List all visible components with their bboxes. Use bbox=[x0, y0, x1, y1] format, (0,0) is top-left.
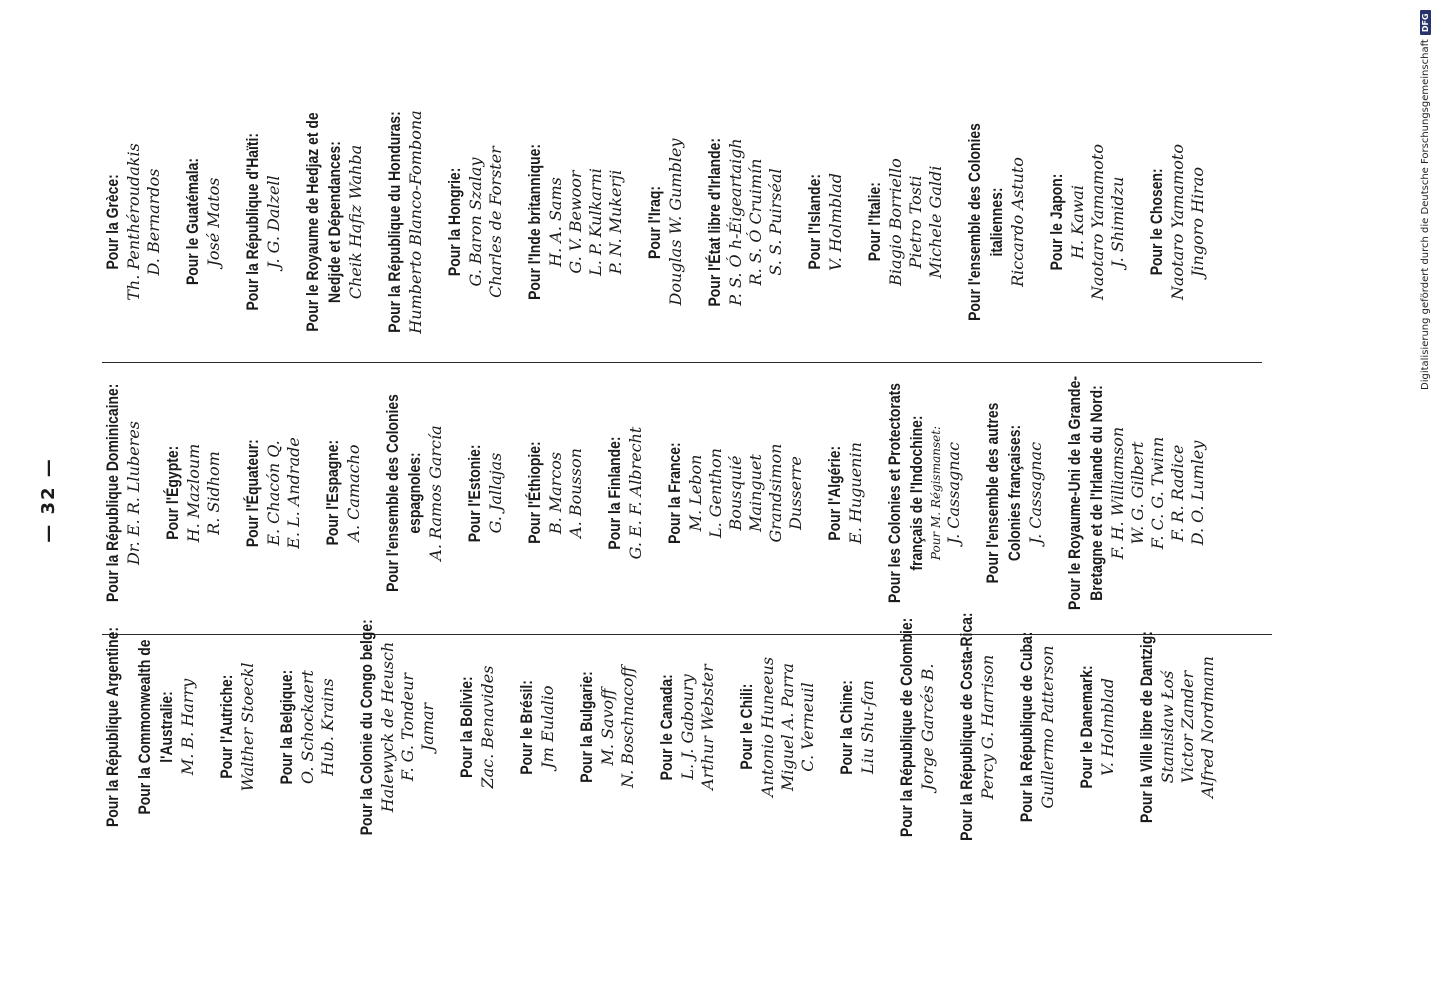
signatory-name: S. S. Puirséal bbox=[766, 168, 785, 276]
signatory-name: Mainguet bbox=[746, 454, 765, 532]
signatory-entry bbox=[322, 429, 364, 558]
signatory-name: G. Jallajas bbox=[486, 452, 505, 534]
signatory-name: Arthur Webster bbox=[698, 664, 717, 790]
signatory-name: Charles de Forster bbox=[486, 146, 505, 298]
signatory-name: J. Cassagnac bbox=[1026, 441, 1045, 545]
signatory-entry bbox=[884, 348, 964, 638]
country-heading: Pour l'Islande: bbox=[805, 174, 824, 270]
signatory-name: F. G. Tondeur bbox=[398, 672, 417, 782]
signatory-column-middle bbox=[102, 348, 1226, 638]
signatory-name: Percy G. Harrison bbox=[978, 654, 997, 800]
signatory-entry bbox=[964, 82, 1028, 362]
country-heading: Pour le Royaume-Uni de la Grande-Bretagne et de l'Irlande du Nord: bbox=[1065, 376, 1106, 610]
country-heading: Pour l'ensemble des Colonies espagnoles: bbox=[383, 394, 424, 592]
signatory-entry bbox=[1064, 348, 1208, 638]
signatory-name: Pietro Tosti bbox=[906, 175, 925, 269]
signatory-entry bbox=[824, 435, 866, 551]
signatory-entry bbox=[1136, 610, 1218, 844]
country-heading: Pour la République de Colombie: bbox=[897, 617, 916, 837]
country-heading: Pour l'Inde britannique: bbox=[525, 144, 544, 300]
country-heading: Pour l'ensemble des autres Colonies françaises: bbox=[983, 402, 1024, 584]
signatory-name: V. Holmblad bbox=[826, 173, 845, 271]
country-heading: Pour la Ville libre de Dantzig: bbox=[1137, 631, 1156, 823]
signatory-entry bbox=[1016, 611, 1058, 843]
country-heading: Pour la Commonwealth de l'Australie: bbox=[135, 639, 176, 815]
signatory-entry bbox=[1146, 144, 1208, 300]
signatory-name: N. Boschnacoff bbox=[618, 666, 637, 788]
country-heading: Pour l'Iraq: bbox=[645, 185, 664, 259]
signatory-name: M. Lebon bbox=[686, 454, 705, 532]
signatory-entry bbox=[456, 665, 498, 789]
signatory-entry bbox=[836, 669, 878, 784]
country-heading: Pour le Royaume de Hedjaz et de Nedjde et Dépendances: bbox=[303, 112, 344, 332]
signatory-entry bbox=[102, 605, 124, 849]
signatory-entry bbox=[576, 659, 638, 795]
country-heading: Pour la Bolivie: bbox=[457, 676, 476, 778]
signatory-name: R. S. Ó Cruimín bbox=[746, 158, 765, 286]
signatory-entry bbox=[704, 119, 786, 325]
country-heading: Pour le Brésil: bbox=[517, 679, 536, 775]
page-number: — 32 — bbox=[38, 457, 59, 543]
signatory-name: M. B. Harry bbox=[178, 678, 197, 776]
country-heading: Pour l'Éthiopie: bbox=[525, 441, 544, 545]
signatory-name: Dusserre bbox=[786, 456, 805, 530]
country-heading: Pour l'État libre d'Irlande: bbox=[705, 137, 724, 307]
signatory-name: F. H. Williamson bbox=[1108, 426, 1127, 560]
signatory-name: O. Schockaert bbox=[298, 670, 317, 784]
signatory-name: Biagio Borriello bbox=[886, 158, 905, 286]
country-heading: Pour la Finlande: bbox=[605, 436, 624, 550]
signatory-entry bbox=[604, 424, 646, 562]
signatory-name: J. Cassagnac bbox=[944, 441, 963, 545]
country-heading: Pour l'Équateur: bbox=[243, 439, 262, 547]
signatory-name: E. Huguenin bbox=[846, 442, 865, 544]
signatory-name: Alfred Nordmann bbox=[1198, 656, 1217, 798]
signatory-name: Dr. E. R. Lluberes bbox=[124, 420, 143, 566]
country-heading: Pour l'Autriche: bbox=[217, 675, 236, 780]
signatory-name: L. J. Gaboury bbox=[678, 674, 697, 780]
signatory-entry bbox=[982, 348, 1046, 638]
signatory-name: Humberto Blanco-Fombona bbox=[406, 110, 425, 334]
country-heading: Pour l'ensemble des Colonies italiennes: bbox=[965, 123, 1006, 321]
proxy-note: Pour M. Régismanset: bbox=[929, 425, 943, 561]
signatory-name: G. V. Bewoor bbox=[566, 170, 585, 274]
country-heading: Pour la République de Cuba: bbox=[1017, 631, 1036, 823]
signatory-name: Victor Zander bbox=[1178, 670, 1197, 784]
signatory-name: P. S. Ó h-Éigeartaigh bbox=[726, 138, 745, 306]
signatory-name: Bousquié bbox=[726, 455, 745, 531]
signatory-name: Jamar bbox=[418, 702, 437, 752]
signatory-entry bbox=[102, 360, 144, 626]
signatory-name: Hub. Krains bbox=[318, 678, 337, 776]
signatory-name: C. Verneuil bbox=[798, 682, 817, 772]
signatory-name: Riccardo Astuto bbox=[1008, 157, 1027, 287]
signatory-entry bbox=[864, 158, 946, 286]
signatory-name: D. O. Lumley bbox=[1188, 440, 1207, 546]
signatory-entry bbox=[1076, 652, 1118, 802]
signatory-entry bbox=[1046, 144, 1128, 300]
signatory-name: H. Mazloum bbox=[184, 443, 203, 543]
country-heading: Pour la République d'Haïti: bbox=[243, 133, 262, 311]
signatory-name: E. Chacón Q. bbox=[264, 440, 283, 546]
signatory-name: Jingoro Hirao bbox=[1188, 167, 1207, 277]
signatory-name: G. E. F. Albrecht bbox=[626, 426, 645, 560]
country-heading: Pour le Canada: bbox=[657, 673, 676, 781]
country-heading: Pour le Guatémala: bbox=[183, 158, 202, 286]
signatory-column-right bbox=[102, 82, 1226, 362]
signatory-entry bbox=[382, 348, 446, 638]
signatory-name: Cheik Hafiz Wahba bbox=[346, 144, 365, 300]
signatory-name: Naotaro Yamamoto bbox=[1088, 144, 1107, 300]
country-heading: Pour les Colonies et Protectorats français de l'Indochine: bbox=[885, 383, 926, 604]
country-heading: Pour la France: bbox=[665, 442, 684, 544]
signatory-entry bbox=[516, 669, 558, 784]
country-heading: Pour l'Italie: bbox=[865, 182, 884, 262]
signatory-name: A. Bousson bbox=[566, 448, 585, 538]
signatory-entry bbox=[524, 127, 626, 317]
signatory-name: J. G. Dalzell bbox=[264, 175, 283, 269]
country-heading: Pour la Chine: bbox=[837, 679, 856, 775]
signatory-entry bbox=[664, 431, 806, 555]
signatory-name: L. Genthon bbox=[706, 448, 725, 539]
country-heading: Pour la Belgique: bbox=[277, 669, 296, 785]
signatory-entry bbox=[242, 427, 304, 559]
signatory-name: Grandsimon bbox=[766, 443, 785, 543]
digitization-credit-text: Digitalisierung gefördert durch die Deutsche Forschungsgemeinschaft bbox=[1420, 39, 1431, 390]
signatory-name: Jorge Garcés B. bbox=[918, 663, 937, 791]
signatory-entry bbox=[444, 146, 506, 298]
country-heading: Pour l'Égypte: bbox=[163, 446, 182, 540]
country-heading: Pour la République du Honduras: bbox=[385, 111, 404, 333]
signatory-name: E. L. Andrade bbox=[284, 437, 303, 549]
signatory-entry bbox=[182, 145, 224, 300]
signatory-name: D. Bernardos bbox=[144, 168, 163, 276]
signatory-name: Michele Galdi bbox=[926, 165, 945, 279]
signatory-name: Walther Stoeckl bbox=[238, 662, 257, 792]
signatory-entry bbox=[656, 662, 718, 791]
signatory-name: Halewyck de Heusch bbox=[378, 641, 397, 813]
signatory-name: H. Kawai bbox=[1068, 185, 1087, 259]
dfg-logo: DFG bbox=[1420, 10, 1431, 35]
country-heading: Pour le Japon: bbox=[1047, 173, 1066, 271]
signatory-name: Naotaro Yamamoto bbox=[1168, 144, 1187, 300]
country-heading: Pour le Danemark: bbox=[1077, 665, 1096, 789]
country-heading: Pour l'Estonie: bbox=[465, 444, 484, 542]
signatory-name: Zac. Benavides bbox=[478, 665, 497, 789]
signatory-name: G. Baron Szalay bbox=[466, 157, 485, 287]
signatory-name: P. N. Mukerji bbox=[606, 169, 625, 275]
signatory-entry bbox=[302, 82, 366, 362]
signatory-name: Antonio Huneeus bbox=[758, 656, 777, 798]
signatory-name: R. Sidhom bbox=[204, 451, 223, 535]
signatory-name: F. C. G. Twinn bbox=[1148, 436, 1167, 550]
country-heading: Pour le Chili: bbox=[737, 684, 756, 771]
signatory-name: V. Holmblad bbox=[1098, 678, 1117, 776]
signatory-entry bbox=[162, 436, 224, 551]
country-heading: Pour l'Espagne: bbox=[323, 440, 342, 546]
signatory-entry bbox=[736, 657, 818, 797]
signatory-name: B. Marcos bbox=[546, 451, 565, 535]
signatory-entry bbox=[276, 657, 338, 797]
signatory-name: F. R. Radice bbox=[1168, 444, 1187, 542]
signatory-name: H. A. Sams bbox=[546, 177, 565, 267]
signatory-entry bbox=[242, 114, 284, 331]
signatory-name: L. P. Kulkarni bbox=[586, 168, 605, 276]
signatory-entry bbox=[804, 164, 846, 280]
signatory-entry bbox=[464, 433, 506, 552]
signatory-name: Liu Shu-fan bbox=[858, 680, 877, 774]
signatory-name: W. G. Gilbert bbox=[1128, 441, 1147, 545]
country-heading: Pour la Colonie du Congo belge: bbox=[357, 618, 376, 836]
signatory-name: M. Savoff bbox=[598, 688, 617, 766]
signatory-name: Miguel A. Parra bbox=[778, 663, 797, 791]
signatory-entry bbox=[524, 431, 586, 556]
signatory-name: A. Ramos García bbox=[426, 425, 445, 561]
signatory-name: Jm Eulalio bbox=[538, 685, 557, 769]
signatory-name: José Matos bbox=[204, 177, 223, 267]
country-heading: Pour la Grèce: bbox=[103, 174, 122, 270]
signatory-name: Stanisław Łoś bbox=[1158, 670, 1177, 784]
signatory-name: Douglas W. Gumbley bbox=[666, 138, 685, 306]
digitization-credit bbox=[1420, 10, 1431, 390]
signatory-name: Guillermo Patterson bbox=[1038, 645, 1057, 809]
signatory-name: J. Shimidzu bbox=[1108, 176, 1127, 268]
signatory-name: A. Camacho bbox=[344, 444, 363, 542]
signatory-entry bbox=[644, 139, 686, 306]
signatory-entry bbox=[102, 143, 164, 301]
country-heading: Pour la Bulgarie: bbox=[577, 671, 596, 783]
country-heading: Pour la République de Costa-Rica: bbox=[957, 612, 976, 842]
country-heading: Pour le Chosen: bbox=[1147, 168, 1166, 276]
country-heading: Pour l'Algérie: bbox=[825, 445, 844, 541]
signatory-entry bbox=[216, 663, 258, 792]
country-heading: Pour la République Argentine: bbox=[103, 626, 122, 828]
signatory-entry bbox=[384, 87, 426, 357]
country-heading: Pour la République Dominicaine: bbox=[103, 383, 122, 603]
country-heading: Pour la Hongrie: bbox=[445, 167, 464, 277]
signatory-name: Th. Penthéroudakis bbox=[124, 143, 143, 301]
